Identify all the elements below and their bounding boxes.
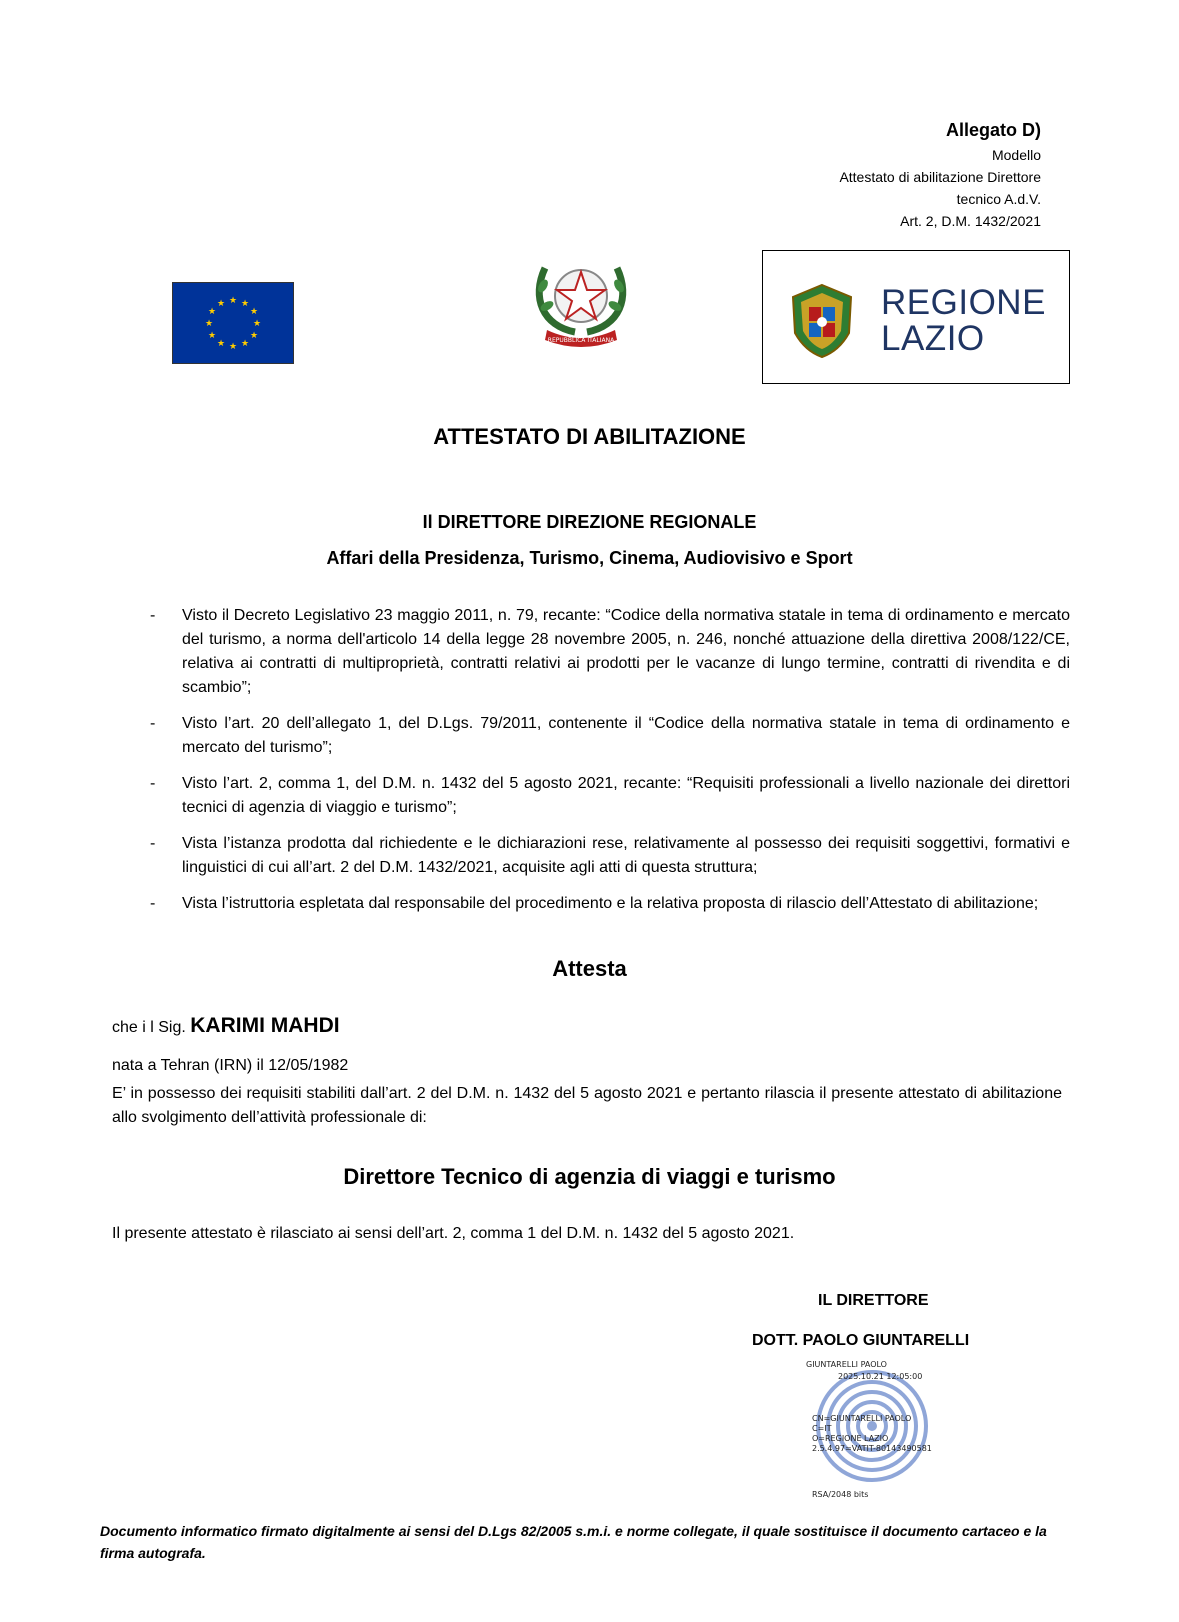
premise-text: Vista l’istanza prodotta dal richiedente e le dichiarazioni rese, relativamente al possesso dei requisiti soggettivi, formativi e linguistici di cui all’art. 2 del D.M. 1432/2021, acquisite agli atti di questa struttura; <box>182 835 1070 876</box>
italian-republic-emblem-icon <box>525 246 637 350</box>
signature-title: IL DIRETTORE <box>818 1292 929 1309</box>
list-item <box>150 832 1070 880</box>
premise-text: Visto l’art. 20 dell’allegato 1, del D.Lgs. 79/2011, contenente il “Codice della normativa statale in tema di ordinamento e mercato del turismo”; <box>182 715 1070 756</box>
lazio-name-line2: LAZIO <box>881 319 985 358</box>
svg-text:★: ★ <box>249 307 259 317</box>
svg-text:★: ★ <box>240 339 250 349</box>
stamp-date: 2025.10.21 12:05:00 <box>838 1372 923 1381</box>
premise-text: Visto il Decreto Legislativo 23 maggio 2011, n. 79, recante: “Codice della normativa statale in tema di ordinamento e mercato del turismo, a norma dell'articolo 14 della legge 28 novembre 2005, n. 246, nonché attuazione della direttiva 2008/122/CE, relativa ai contratti di multiproprietà, contratti relativi ai prodotti per le vacanze di lungo termine, contratti di rivendita e di scambio”; <box>182 607 1070 696</box>
stamp-country: C=IT <box>812 1424 832 1433</box>
list-item <box>150 712 1070 760</box>
footer-note: Documento informatico firmato digitalmente ai sensi del D.Lgs 82/2005 s.m.i. e norme collegate, il quale sostituisce il documento cartaceo e la firma autografa. <box>100 1523 1047 1561</box>
svg-text:★: ★ <box>216 299 226 309</box>
role-title: Direttore Tecnico di agenzia di viaggi e turismo <box>343 1164 836 1189</box>
document-title: ATTESTATO DI ABILITAZIONE <box>433 424 746 449</box>
allegato-label: Allegato D) <box>945 120 1041 140</box>
list-dash: - <box>150 715 156 732</box>
list-item <box>150 604 1070 700</box>
stamp-algo: RSA/2048 bits <box>812 1490 869 1499</box>
svg-text:★: ★ <box>207 307 217 317</box>
lazio-name-line1: REGIONE <box>881 283 1046 322</box>
subject-name: KARIMI MAHDI <box>190 1014 340 1037</box>
list-item <box>150 892 1070 916</box>
svg-text:★: ★ <box>240 299 250 309</box>
svg-text:★: ★ <box>228 296 238 306</box>
authority-line1: Il DIRETTORE DIREZIONE REGIONALE <box>422 512 757 532</box>
header-line: Art. 2, D.M. 1432/2021 <box>900 213 1041 229</box>
stamp-signer: GIUNTARELLI PAOLO <box>806 1360 887 1369</box>
attesta-heading: Attesta <box>552 956 627 981</box>
premise-text: Visto l’art. 2, comma 1, del D.M. n. 1432 del 5 agosto 2021, recante: “Requisiti professionali a livello nazionale dei direttori tecnici di agenzia di viaggio e turismo”; <box>182 775 1070 816</box>
regione-lazio-coat-icon <box>789 283 855 364</box>
emblem-ribbon: REPUBBLICA ITALIANA <box>547 337 615 344</box>
signature-name: DOTT. PAOLO GIUNTARELLI <box>752 1332 970 1349</box>
svg-text:★: ★ <box>207 331 217 341</box>
premises-list <box>150 604 1070 928</box>
list-dash: - <box>150 895 156 912</box>
regione-lazio-logo <box>762 250 1070 384</box>
header-line: tecnico A.d.V. <box>956 191 1041 207</box>
list-item <box>150 772 1070 820</box>
svg-text:★: ★ <box>252 319 262 329</box>
premise-text: Vista l’istruttoria espletata dal responsabile del procedimento e la relativa proposta di rilascio dell’Attestato di abilitazione; <box>182 895 1039 912</box>
authority-line2: Affari della Presidenza, Turismo, Cinema, Audiovisivo e Sport <box>326 548 853 568</box>
list-dash: - <box>150 775 156 792</box>
stamp-id: 2.5.4.97=VATIT-80143490581 <box>812 1444 932 1453</box>
header-block <box>839 116 1041 232</box>
header-line: Attestato di abilitazione Direttore <box>839 169 1041 185</box>
stamp-cn: CN=GIUNTARELLI PAOLO <box>812 1414 912 1423</box>
svg-text:★: ★ <box>249 331 259 341</box>
subject-birth: nata a Tehran (IRN) il 12/05/1982 <box>112 1057 349 1074</box>
eu-flag-icon <box>172 282 294 364</box>
svg-text:★: ★ <box>216 339 226 349</box>
header-line: Modello <box>991 147 1041 163</box>
subject-line <box>112 1014 340 1038</box>
stamp-org: O=REGIONE LAZIO <box>812 1434 889 1443</box>
legal-basis: Il presente attestato è rilasciato ai sensi dell’art. 2, comma 1 del D.M. n. 1432 del 5 agosto 2021. <box>112 1225 795 1242</box>
subject-statement: E’ in possesso dei requisiti stabiliti dall’art. 2 del D.M. n. 1432 del 5 agosto 2021 e pertanto rilascia il presente attestato di abilitazione allo svolgimento dell’attività professionale di: <box>112 1085 1062 1126</box>
list-dash: - <box>150 607 156 624</box>
svg-text:★: ★ <box>204 319 214 329</box>
svg-text:★: ★ <box>228 342 238 352</box>
list-dash: - <box>150 835 156 852</box>
subject-prefix: che i l Sig. <box>112 1019 186 1036</box>
